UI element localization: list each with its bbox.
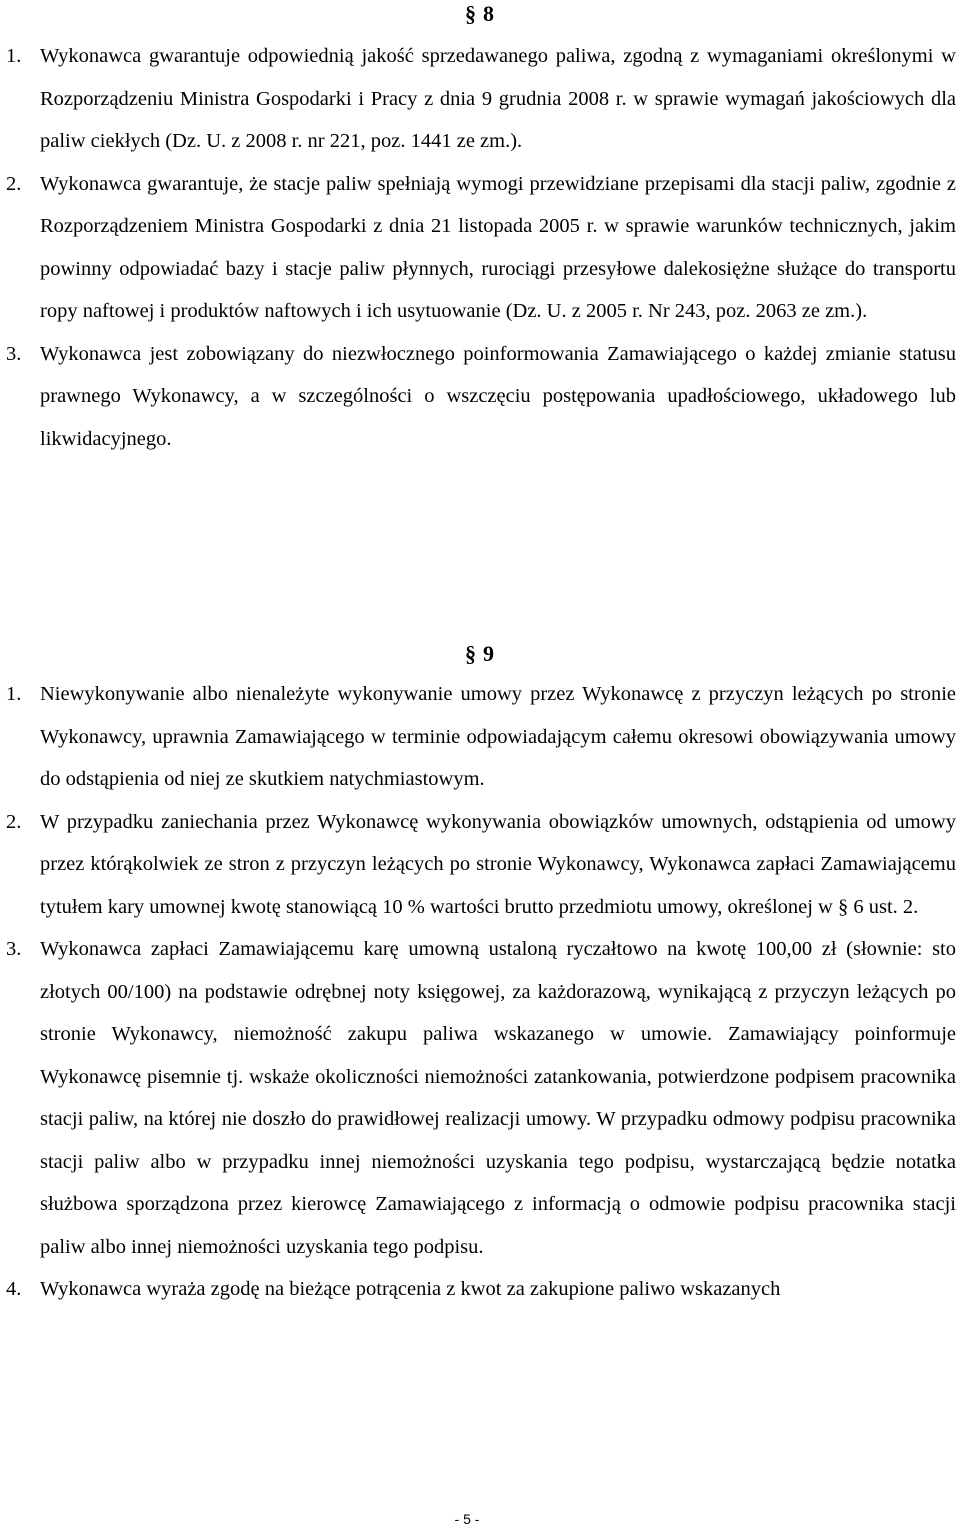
list-item [0, 928, 960, 1268]
item-number: 3. [6, 342, 22, 365]
item-text: Wykonawca gwarantuje, że stacje paliw spełniają wymogi przewidziane przepisami dla stacji paliw, zgodnie z Rozporządzeniem Ministra Gospodarki z dnia 21 listopada 2005 r. w sprawie warunków technicznych, jakim powinny odpowiadać bazy i stacje paliw płynnych, rurociągi przesyłowe dalekosiężne służące do transportu ropy naftowej i produktów naftowych i ich usytuowanie (Dz. U. z 2005 r. Nr 243, poz. 2063 ze zm.). [40, 172, 956, 322]
page-number: - 5 - [454, 1511, 480, 1527]
item-number: 1. [6, 45, 22, 67]
item-number: 4. [6, 1278, 22, 1300]
list-item [0, 1268, 960, 1311]
item-text: Wykonawca gwarantuje odpowiednią jakość sprzedawanego paliwa, zgodną z wymaganiami określonymi w Rozporządzeniu Ministra Gospodarki i Pracy z dnia 9 grudnia 2008 r. w sprawie wymagań jakościowych dla paliw ciekłych (Dz. U. z 2008 r. nr 221, poz. 1441 ze zm.). [40, 45, 956, 152]
section-9-list [0, 673, 960, 1311]
item-text: Niewykonywanie albo nienależyte wykonywanie umowy przez Wykonawcę z przyczyn leżących po stronie Wykonawcy, uprawnia Zamawiającego w terminie odpowiadającym całemu okresowi obowiązywania umowy do odstąpienia od niej ze skutkiem natychmiastowym. [40, 683, 956, 790]
section-9-heading [0, 640, 960, 668]
section-sign: § [465, 641, 477, 666]
section-8-list [0, 35, 960, 460]
list-item [0, 673, 960, 801]
item-number: 2. [6, 172, 22, 195]
item-text: Wykonawca zapłaci Zamawiającemu karę umowną ustaloną ryczałtowo na kwotę 100,00 zł (słownie: sto złotych 00/100) na podstawie odrębnej noty księgowej, za każdorazową, wynikającą z przyczyn leżących po stronie Wykonawcy, niemożność zakupu paliwa wskazanego w umowie. Zamawiający poinformuje Wykonawcę pisemnie tj. wskaże okoliczności niemożności zatankowania, potwierdzone podpisem pracownika stacji paliw, na której nie doszło do prawidłowej realizacji umowy. W przypadku odmowy podpisu pracownika stacji paliw albo w przypadku innej niemożności uzyskania tego podpisu, wystarczającą będzie notatka służbowa sporządzona przez kierowcę Zamawiającego z informacją o odmowie podpisu pracownika stacji paliw albo innej niemożności uzyskania tego podpisu. [40, 938, 956, 1258]
section-sign: § [465, 1, 477, 26]
item-text: Wykonawca wyraża zgodę na bieżące potrącenia z kwot za zakupione paliwo wskazanych [40, 1278, 781, 1300]
list-item [0, 163, 960, 333]
list-item [0, 801, 960, 929]
list-item [0, 35, 960, 163]
item-number: 2. [6, 810, 22, 833]
item-number: 3. [6, 938, 22, 960]
item-number: 1. [6, 683, 22, 705]
section-8-heading [0, 0, 960, 28]
item-text: W przypadku zaniechania przez Wykonawcę wykonywania obowiązków umownych, odstąpienia od umowy przez którąkolwiek ze stron z przyczyn leżących po stronie Wykonawcy, Wykonawca zapłaci Zamawiającemu tytułem kary umownej kwotę stanowiącą 10 % wartości brutto przedmiotu umowy, określonej w § 6 ust. 2. [40, 810, 956, 918]
list-item [0, 333, 960, 461]
section-number: 9 [483, 641, 495, 666]
section-number: 8 [483, 1, 495, 26]
item-text: Wykonawca jest zobowiązany do niezwłocznego poinformowania Zamawiającego o każdej zmianie statusu prawnego Wykonawcy, a w szczególności o wszczęciu postępowania upadłościowego, układowego lub likwidacyjnego. [40, 342, 956, 450]
